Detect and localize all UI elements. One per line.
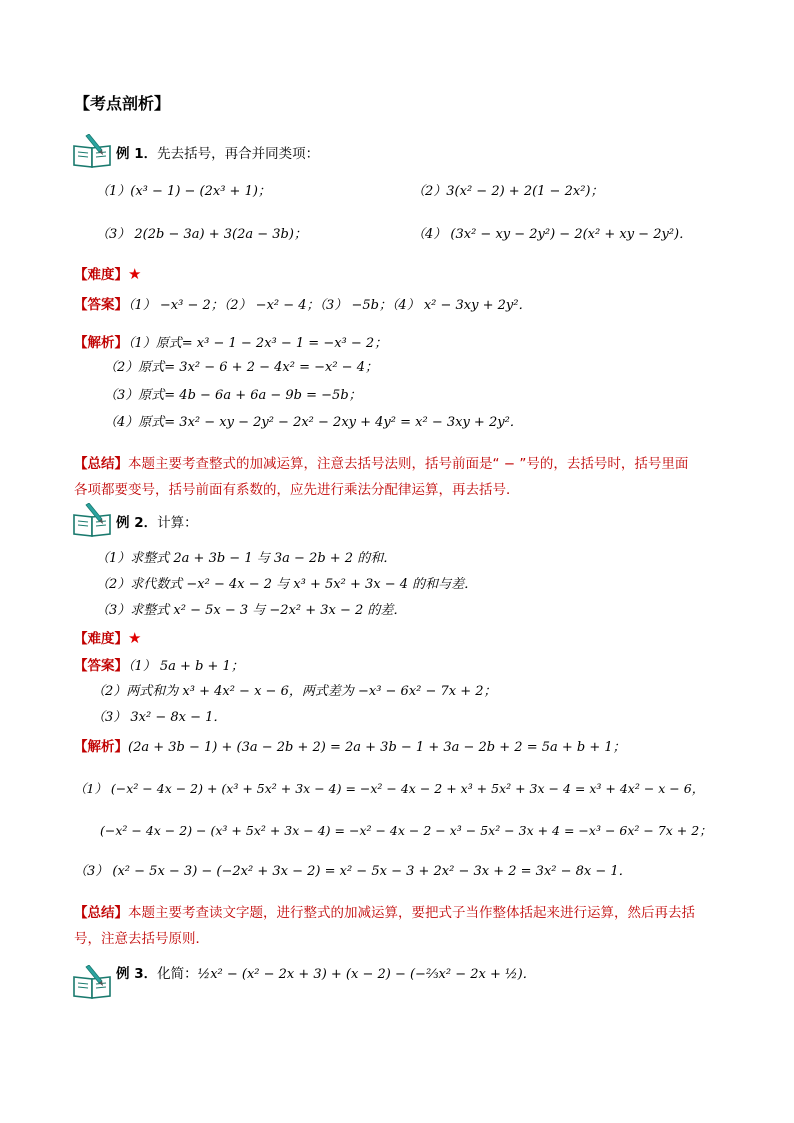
example-2-prompt: 计算： <box>157 515 198 531</box>
ex1-analysis-1: 【解析】（1）原式= x³ − 1 − 2x³ − 1 = −x³ − 2； <box>74 335 388 351</box>
ex2-difficulty <box>74 628 141 649</box>
example-3-heading <box>116 963 536 986</box>
ex1-analysis-4: （4）原式= 3x² − xy − 2y² − 2x² − 2xy + 4y² = x² − 3xy + 2y²． <box>104 415 523 430</box>
book-pencil-icon <box>72 134 114 168</box>
section-header: 【考点剖析】 <box>74 94 171 113</box>
summary-label: 【总结】 <box>74 905 128 921</box>
answer-text: （1） −x³ − 2；（2） −x² − 4；（3） −5b；（4） x² − 3xy + 2y²． <box>128 298 532 313</box>
ex1-question-2: （2）3(x² − 2) + 2(1 − 2x²)； <box>412 184 604 199</box>
star-icon: ★ <box>128 265 142 283</box>
ex2-question-1: （1）求整式 2a + 3b − 1 与 3a − 2b + 2 的和． <box>96 551 397 566</box>
example-3-prompt: 化简： <box>157 966 198 982</box>
ex1-question-3: （3） 2(2b − 3a) + 3(2a − 3b)； <box>96 227 307 242</box>
difficulty-label: 【难度】 <box>74 267 128 283</box>
answer-label: 【答案】 <box>74 658 128 674</box>
example-3-label: 例 3． <box>116 966 158 982</box>
example-2-label: 例 2． <box>116 515 158 531</box>
analysis-label: 【解析】 <box>74 739 128 755</box>
ex2-analysis-4: （3） (x² − 5x − 3) − (−2x² + 3x − 2) = x² − 5x − 3 + 2x² − 3x + 2 = 3x² − 8x − 1． <box>74 864 632 879</box>
summary-label: 【总结】 <box>74 456 128 472</box>
example-1-label: 例 1． <box>116 146 158 162</box>
ex2-analysis-1: 【解析】(2a + 3b − 1) + (3a − 2b + 2) = 2a + 3b − 1 + 3a − 2b + 2 = 5a + b + 1； <box>74 739 626 755</box>
ex2-analysis-3: (−x² − 4x − 2) − (x³ + 5x² + 3x − 4) = −x² − 4x − 2 − x³ − 5x² − 3x + 4 = −x³ − 6x² − 7x + 2； <box>100 823 712 838</box>
ex1-question-1: （1）(x³ − 1) − (2x³ + 1)； <box>96 184 271 199</box>
answer-label: 【答案】 <box>74 297 128 313</box>
ex2-summary: 【总结】本题主要考查读文字题，进行整式的加减运算，要把式子当作整体括起来进行运算，然后再去括 号，注意去括号原则． <box>74 905 695 947</box>
star-icon: ★ <box>128 629 142 647</box>
ex1-analysis-2: （2）原式= 3x² − 6 + 2 − 4x² = −x² − 4； <box>104 360 378 375</box>
book-pencil-icon <box>72 503 114 537</box>
example-3-expression: ½x² − (x² − 2x + 3) + (x − 2) − (−⅔x² − 2x + ½)． <box>197 967 536 982</box>
ex2-answer-3: （3） 3x² − 8x − 1． <box>92 710 227 725</box>
ex2-question-3: （3）求整式 x² − 5x − 3 与 −2x² + 3x − 2 的差． <box>96 603 407 618</box>
ex2-answer-1: 【答案】（1） 5a + b + 1； <box>74 658 244 674</box>
ex2-analysis-2: （1） (−x² − 4x − 2) + (x³ + 5x² + 3x − 4) = −x² − 4x − 2 + x³ + 5x² + 3x − 4 = x³ + 4x² − x − 6， <box>74 781 705 796</box>
ex2-answer-2: （2）两式和为 x³ + 4x² − x − 6，两式差为 −x³ − 6x² − 7x + 2； <box>92 684 497 699</box>
book-pencil-icon <box>72 965 114 999</box>
ex1-question-4: （4） (3x² − xy − 2y²) − 2(x² + xy − 2y²)． <box>412 227 693 242</box>
example-1-heading <box>116 144 319 164</box>
ex1-answer <box>74 295 531 316</box>
ex1-difficulty <box>74 264 141 285</box>
example-2-heading <box>116 513 198 533</box>
example-1-prompt: 先去括号，再合并同类项： <box>157 146 320 162</box>
difficulty-label: 【难度】 <box>74 631 128 647</box>
ex2-question-2: （2）求代数式 −x² − 4x − 2 与 x³ + 5x² + 3x − 4 的和与差． <box>96 577 478 592</box>
ex1-summary: 【总结】本题主要考查整式的加减运算，注意去括号法则，括号前面是“ − ”号的，去括号时，括号里面 各项都要变号，括号前面有系数的，应先进行乘法分配律运算，再去括号． <box>74 456 689 498</box>
ex1-analysis-3: （3）原式= 4b − 6a + 6a − 9b = −5b； <box>104 388 362 403</box>
analysis-label: 【解析】 <box>74 335 128 351</box>
